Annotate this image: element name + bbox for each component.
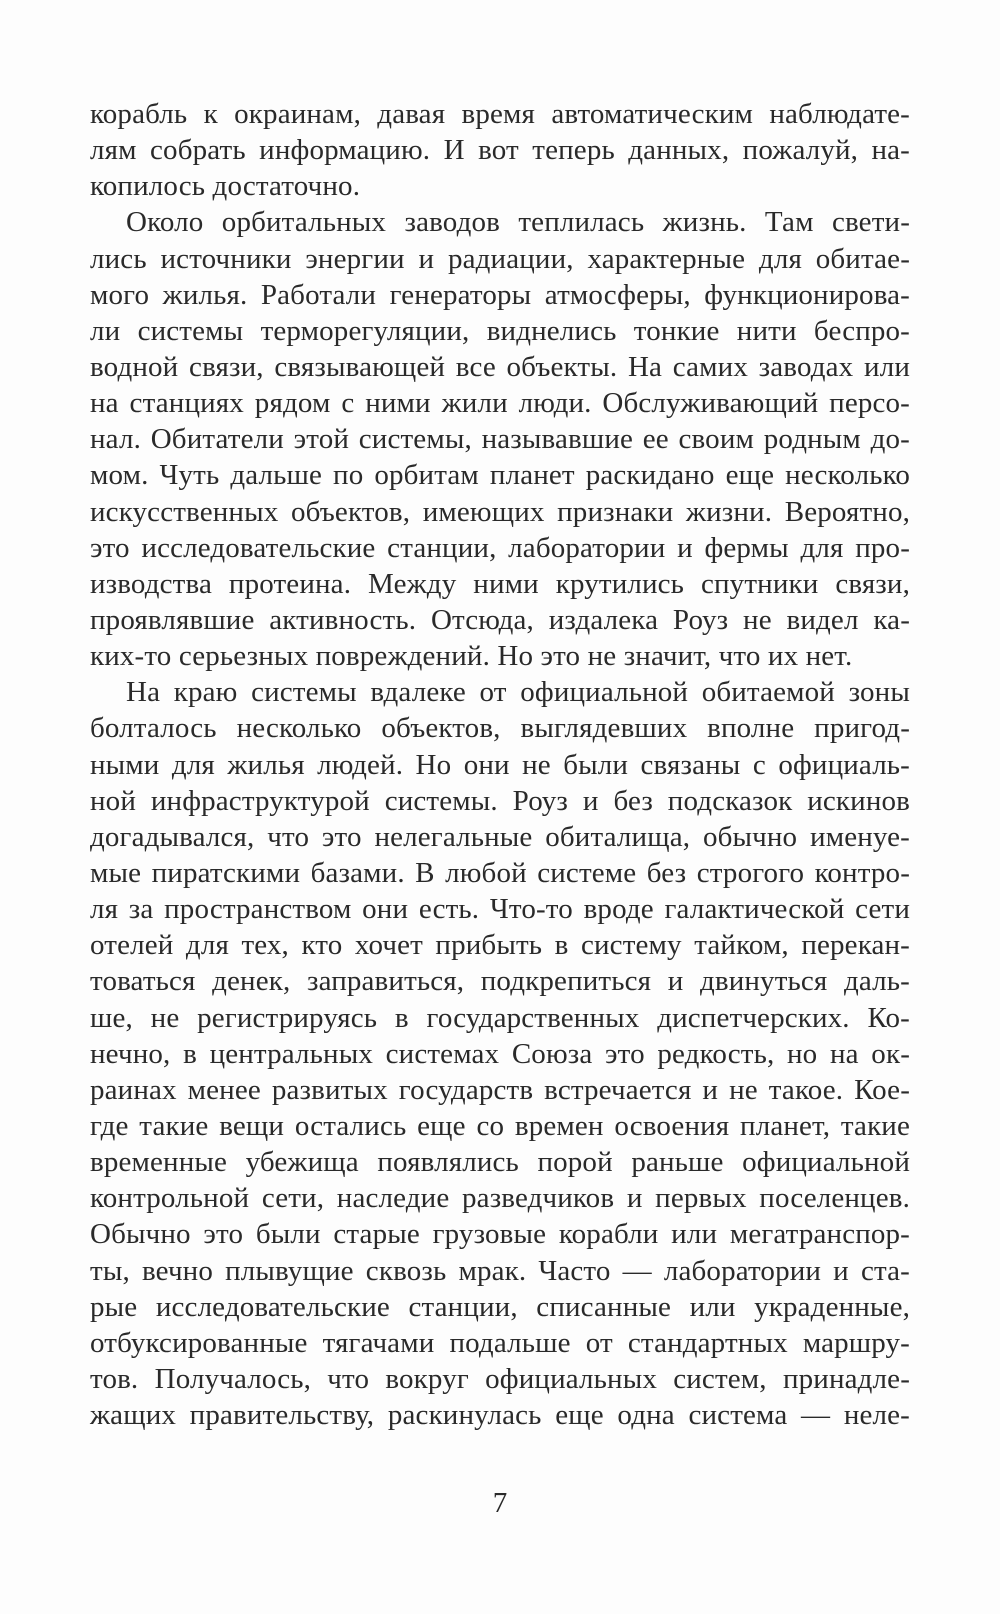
text-line: искусственных объектов, имеющих признаки жизни. Вероятно, [90, 495, 910, 528]
text-line: рые исследовательские станции, списанные или украденные, [90, 1290, 910, 1323]
text-line: нечно, в центральных системах Союза это редкость, но на ок- [90, 1037, 910, 1070]
text-line: отбуксированные тягачами подальше от стандартных маршру- [90, 1326, 910, 1359]
text-line: отелей для тех, кто хочет прибыть в систему тайком, перекан- [90, 929, 910, 962]
text-line: ты, вечно плывущие сквозь мрак. Часто — лаборатории и ста- [90, 1254, 910, 1287]
text-line: лям собрать информацию. И вот теперь данных, пожалуй, на- [90, 134, 910, 167]
text-line: раинах менее развитых государств встречается и не такое. Кое- [90, 1073, 910, 1106]
text-line: проявлявшие активность. Отсюда, издалека Роуз не видел ка- [90, 603, 910, 636]
text-line: Около орбитальных заводов теплилась жизнь. Там свети- [126, 206, 910, 239]
page-number: 7 [492, 1487, 508, 1519]
text-line: лись источники энергии и радиации, характерные для обитае- [90, 242, 910, 275]
text-line: ной инфраструктурой системы. Роуз и без подсказок искинов [90, 784, 910, 817]
text-line: мые пиратскими базами. В любой системе без строгого контро- [90, 856, 910, 889]
text-line: где такие вещи остались еще со времен освоения планет, такие [90, 1109, 910, 1142]
text-line: ких-то серьезных повреждений. Но это не значит, что их нет. [90, 640, 853, 673]
text-line: ными для жилья людей. Но они не были связаны с официаль- [90, 748, 910, 781]
text-line: мом. Чуть дальше по орбитам планет раскидано еще несколько [90, 459, 910, 492]
text-line: водной связи, связывающей все объекты. На самих заводах или [90, 350, 910, 383]
text-line: корабль к окраинам, давая время автоматическим наблюдате- [90, 98, 910, 130]
text-line: мого жилья. Работали генераторы атмосферы, функционирова- [90, 278, 910, 311]
text-line: На краю системы вдалеке от официальной обитаемой зоны [126, 676, 910, 709]
text-line: тов. Получалось, что вокруг официальных систем, принадле- [90, 1362, 910, 1395]
text-line: Обычно это были старые грузовые корабли или мегатранспор- [90, 1218, 910, 1251]
text-line: ля за пространством они есть. Что-то вроде галактической сети [90, 893, 910, 926]
text-line: жащих правительству, раскинулась еще одна система — неле- [90, 1399, 910, 1432]
text-line: болталось несколько объектов, выглядевших вполне пригод- [90, 712, 910, 745]
text-line: ше, не регистрируясь в государственных диспетчерских. Ко- [90, 1001, 910, 1034]
text-line: это исследовательские станции, лаборатории и фермы для про- [90, 531, 910, 564]
text-line: временные убежища появлялись порой раньше официальной [90, 1146, 910, 1179]
text-line: изводства протеина. Между ними крутились спутники связи, [90, 567, 910, 600]
body-text [90, 96, 910, 1433]
text-line: товаться денек, заправиться, подкрепиться и двинуться даль- [90, 965, 910, 998]
text-line: на станциях рядом с ними жили люди. Обслуживающий персо- [90, 387, 910, 420]
text-line: нал. Обитатели этой системы, называвшие ее своим родным до- [90, 423, 910, 456]
text-line: догадывался, что это нелегальные обиталища, обычно именуе- [90, 820, 910, 853]
text-line: контрольной сети, наследие разведчиков и первых поселенцев. [90, 1182, 910, 1215]
text-line: копилось достаточно. [90, 170, 361, 203]
text-line: ли системы терморегуляции, виднелись тонкие нити беспро- [90, 314, 910, 347]
